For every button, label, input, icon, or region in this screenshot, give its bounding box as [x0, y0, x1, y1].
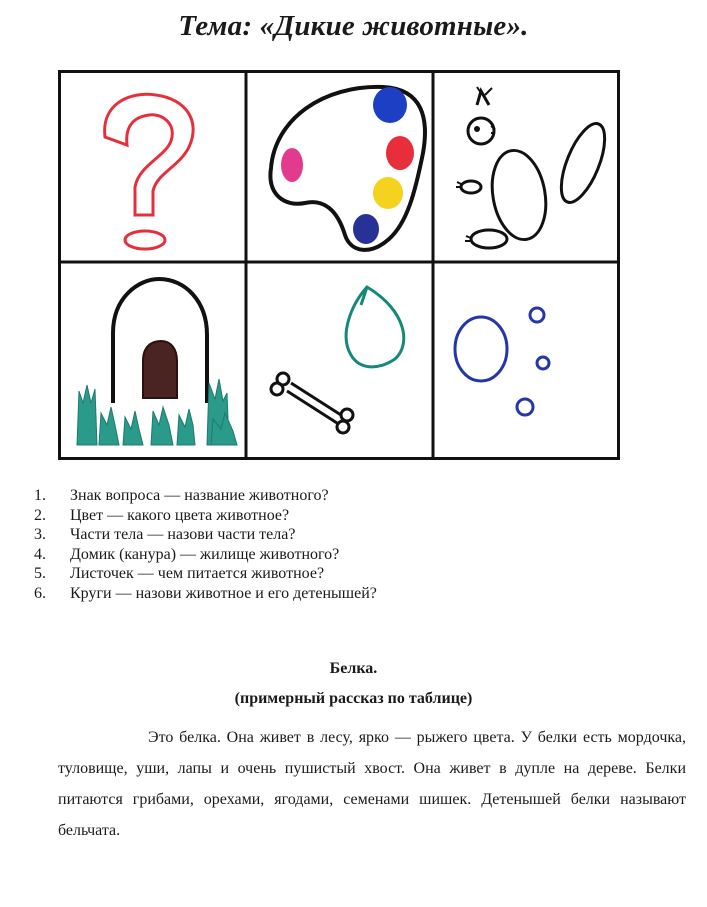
question-mark-icon	[105, 94, 194, 249]
palette-icon	[270, 87, 425, 250]
list-item: 2. Цвет — какого цвета животное?	[34, 506, 290, 524]
story-text: Это белка. Она живет в лесу, ярко — рыжего цвета. У белки есть мордочка, туловище, уши, лапы и очень пушистый хвост. Она живет в дупле на дереве. Белки питаются грибами, орехами, ягодами, семенами шишек. Детенышей белки называют бельчата.	[58, 729, 686, 839]
circles-icon	[455, 308, 549, 415]
list-item: 1. Знак вопроса — название животного?	[34, 487, 329, 504]
leaf-icon	[346, 287, 404, 367]
bone-icon	[271, 373, 353, 433]
doghouse-door	[143, 341, 177, 398]
list-item: 5. Листочек — чем питается животное?	[34, 565, 325, 582]
page-title: Тема: «Дикие животные».	[178, 10, 529, 42]
palette-red-spot	[386, 136, 414, 170]
palette-navy-spot	[353, 214, 379, 244]
mnemonic-table-drawing	[61, 73, 617, 457]
mnemonic-table	[58, 70, 620, 460]
palette-yellow-spot	[373, 177, 403, 209]
list-item: 3. Части тела — назови части тела?	[34, 526, 296, 543]
story-title: Белка.	[329, 660, 378, 677]
list-item: 6. Круги — назови животное и его детенышей?	[34, 584, 377, 602]
question-list	[34, 486, 634, 603]
palette-blue-spot	[373, 87, 407, 123]
palette-pink-spot	[281, 148, 303, 182]
body-parts-icon	[456, 87, 614, 248]
list-item: 4. Домик (канура) — жилище животного?	[34, 545, 340, 563]
doghouse-icon	[77, 279, 237, 445]
leaf-and-bone-icon	[271, 287, 404, 433]
story-subtitle: (примерный рассказ по таблице)	[234, 690, 473, 707]
